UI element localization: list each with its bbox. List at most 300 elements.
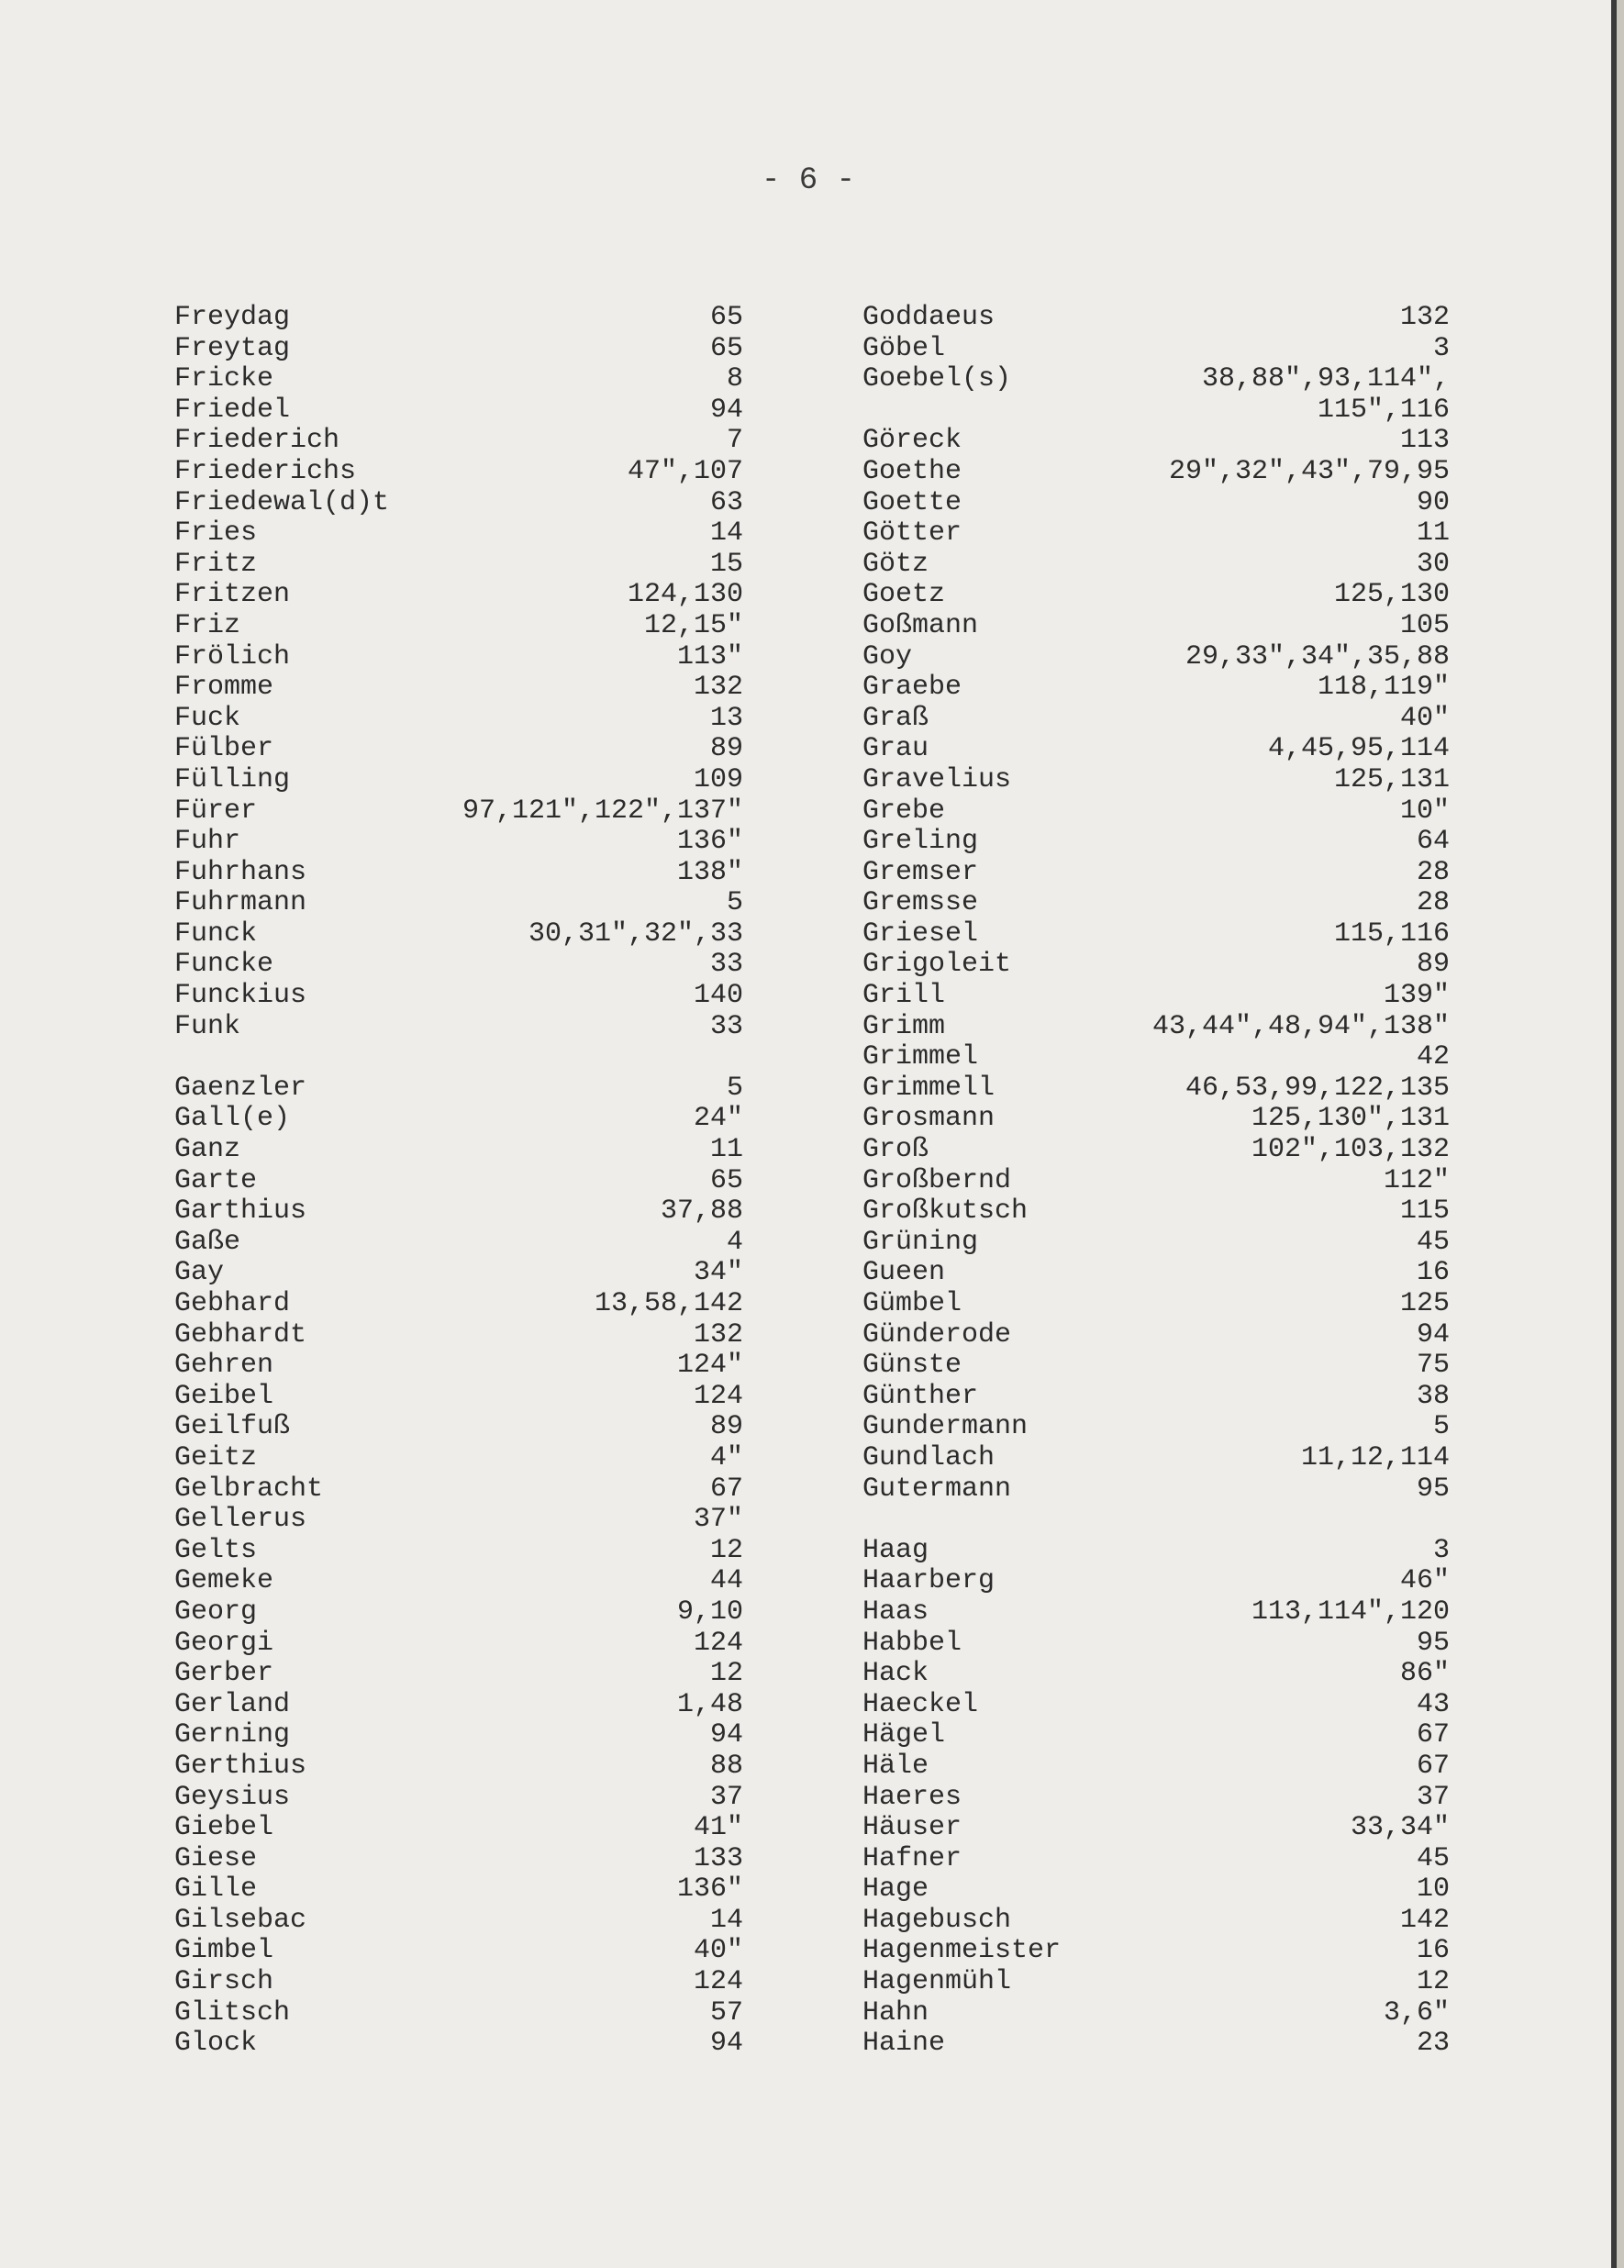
entry-page-refs: 115",116 (1317, 394, 1450, 426)
index-entry (862, 919, 1450, 951)
entry-name: Funk (174, 1010, 241, 1042)
entry-name: Friederichs (174, 455, 357, 487)
entry-page-refs: 16 (1416, 1257, 1450, 1289)
index-entry (174, 734, 743, 765)
index-entry (174, 611, 743, 642)
entry-page-refs: 94 (709, 2028, 743, 2060)
index-entry (174, 550, 743, 581)
index-entry (862, 1936, 1450, 1967)
entry-page-refs: 139" (1383, 980, 1450, 1012)
index-entry (174, 827, 743, 858)
index-entry (862, 1042, 1450, 1073)
index-entry (174, 1998, 743, 2029)
entry-name: Gaenzler (174, 1072, 307, 1104)
entry-page-refs: 125 (1399, 1288, 1450, 1319)
entry-page-refs: 14 (709, 1904, 743, 1936)
entry-name: Gilsebac (174, 1904, 307, 1936)
entry-page-refs: 67 (1416, 1719, 1450, 1751)
entry-page-refs: 8 (726, 363, 743, 395)
entry-name: Funckius (174, 980, 307, 1012)
entry-name: Friedel (174, 394, 291, 426)
entry-page-refs: 109 (693, 763, 743, 795)
entry-page-refs: 94 (1416, 1318, 1450, 1351)
entry-name: Gremsse (862, 887, 979, 919)
index-entry (862, 1720, 1450, 1751)
index-entry (174, 1196, 743, 1228)
entry-page-refs: 37" (693, 1504, 743, 1536)
index-entry (174, 1874, 743, 1906)
index-entry (862, 1906, 1450, 1937)
entry-page-refs: 102",103,132 (1251, 1134, 1450, 1166)
entry-name: Haeckel (862, 1688, 979, 1720)
entry-page-refs: 132 (1399, 302, 1450, 333)
entry-name: Geibel (174, 1380, 274, 1412)
entry-page-refs: 65 (709, 1164, 743, 1196)
entry-name: Georg (174, 1595, 258, 1628)
entry-name: Gremser (862, 856, 979, 888)
entry-name: Fricke (174, 363, 274, 395)
entry-name: Fuhr (174, 826, 241, 858)
entry-page-refs: 113" (676, 640, 743, 673)
entry-name: Friederich (174, 425, 340, 457)
index-entry (174, 1906, 743, 1937)
entry-page-refs: 28 (1416, 856, 1450, 888)
index-entry (862, 518, 1450, 550)
entry-name: Gerland (174, 1688, 291, 1720)
entry-page-refs: 67 (1416, 1750, 1450, 1782)
entry-page-refs: 24" (693, 1103, 743, 1135)
entry-page-refs: 15 (709, 548, 743, 580)
entry-name: Gille (174, 1873, 258, 1906)
entry-name: Götter (862, 517, 962, 550)
index-entry (174, 303, 743, 334)
entry-page-refs: 115,116 (1333, 917, 1450, 950)
index-entry (862, 2029, 1450, 2060)
index-entry (862, 858, 1450, 889)
entry-name: Greling (862, 826, 979, 858)
entry-page-refs: 38,88",93,114", (1201, 363, 1450, 395)
entry-page-refs: 118,119" (1317, 672, 1450, 704)
entry-page-refs: 46" (1399, 1565, 1450, 1597)
index-entry (862, 1536, 1450, 1567)
entry-page-refs: 5 (726, 1072, 743, 1104)
entry-page-refs: 65 (709, 302, 743, 333)
index-entry (862, 1073, 1450, 1105)
entry-page-refs: 138" (676, 856, 743, 888)
entry-page-refs: 125,130 (1333, 579, 1450, 611)
index-entry (174, 1844, 743, 1875)
entry-name: Grimm (862, 1010, 946, 1042)
index-entry (174, 1320, 743, 1351)
entry-name: Giese (174, 1842, 258, 1874)
entry-page-refs: 10" (1399, 795, 1450, 827)
entry-page-refs: 3,6" (1383, 1996, 1450, 2029)
entry-name: Grimmell (862, 1072, 996, 1104)
index-entry (174, 364, 743, 395)
entry-name: Griesel (862, 917, 979, 950)
entry-name: Grimmel (862, 1041, 979, 1073)
entry-page-refs: 45 (1416, 1842, 1450, 1874)
entry-name: Gravelius (862, 763, 1012, 795)
entry-page-refs: 14 (709, 517, 743, 550)
entry-name: Fürer (174, 795, 258, 827)
index-entry (862, 1228, 1450, 1259)
entry-name: Goethe (862, 455, 962, 487)
index-entry (862, 1412, 1450, 1443)
index-entry (174, 2029, 743, 2060)
index-entry (174, 888, 743, 919)
index-entry (862, 1443, 1450, 1474)
index-entry (862, 364, 1450, 395)
index-entry (174, 673, 743, 704)
entry-name: Hahn (862, 1996, 929, 2029)
entry-name: Fuhrhans (174, 856, 307, 888)
entry-name: Funck (174, 917, 258, 950)
entry-page-refs: 5 (1432, 1411, 1450, 1443)
entry-name: Grosmann (862, 1103, 996, 1135)
entry-name: Gerthius (174, 1750, 307, 1782)
index-entry (174, 704, 743, 735)
index-entry (862, 1659, 1450, 1690)
entry-page-refs: 88 (709, 1750, 743, 1782)
entry-name: Goddaeus (862, 302, 996, 333)
index-entry (174, 1751, 743, 1783)
entry-name: Fülber (174, 733, 274, 765)
entry-page-refs: 11,12,114 (1300, 1441, 1450, 1473)
entry-page-refs: 13,58,142 (594, 1288, 743, 1319)
index-entry (174, 1505, 743, 1536)
entry-page-refs: 29",32",43",79,95 (1168, 455, 1450, 487)
entry-name: Häuser (862, 1812, 962, 1844)
index-entry (862, 550, 1450, 581)
entry-name: Goetz (862, 579, 946, 611)
entry-page-refs: 10 (1416, 1873, 1450, 1906)
entry-name: Grill (862, 980, 946, 1012)
entry-name: Grigoleit (862, 949, 1012, 981)
entry-page-refs: 44 (709, 1565, 743, 1597)
index-entry (862, 1967, 1450, 1998)
entry-page-refs: 43 (1416, 1688, 1450, 1720)
entry-page-refs: 3 (1432, 332, 1450, 364)
entry-page-refs: 75 (1416, 1350, 1450, 1382)
index-entry (862, 1629, 1450, 1660)
entry-page-refs: 16 (1416, 1935, 1450, 1967)
entry-name: Hafner (862, 1842, 962, 1874)
index-entry (862, 1135, 1450, 1166)
entry-page-refs: 38 (1416, 1380, 1450, 1412)
entry-page-refs: 136" (676, 826, 743, 858)
entry-name: Fülling (174, 763, 291, 795)
entry-page-refs: 67 (709, 1473, 743, 1505)
entry-name: Gimbel (174, 1935, 274, 1967)
index-entry (174, 1474, 743, 1506)
entry-name: Goy (862, 640, 913, 673)
entry-name: Goßmann (862, 609, 979, 641)
entry-name: Girsch (174, 1966, 274, 1998)
entry-name: Hack (862, 1658, 929, 1690)
entry-page-refs: 46,53,99,122,135 (1185, 1072, 1450, 1104)
entry-name: Grau (862, 733, 929, 765)
index-entry (862, 981, 1450, 1012)
entry-name: Gemeke (174, 1565, 274, 1597)
entry-name: Gay (174, 1257, 225, 1289)
index-entry (174, 1412, 743, 1443)
entry-page-refs: 65 (709, 332, 743, 364)
entry-name: Hagenmeister (862, 1935, 1062, 1967)
index-entry (174, 765, 743, 796)
entry-page-refs: 33 (709, 949, 743, 981)
index-entry (174, 1166, 743, 1197)
entry-page-refs: 89 (709, 1411, 743, 1443)
entry-name: Gutermann (862, 1473, 1012, 1505)
entry-page-refs: 142 (1399, 1904, 1450, 1936)
entry-name: Glock (174, 2028, 258, 2060)
index-entry (174, 580, 743, 611)
entry-name: Großkutsch (862, 1195, 1029, 1228)
entry-name: Grebe (862, 795, 946, 827)
entry-name: Hagenmühl (862, 1966, 1012, 1998)
index-entry (862, 888, 1450, 919)
entry-name: Hagebusch (862, 1904, 1012, 1936)
entry-name: Günste (862, 1350, 962, 1382)
entry-page-refs: 4" (709, 1441, 743, 1473)
entry-page-refs: 5 (726, 887, 743, 919)
entry-name: Grüning (862, 1226, 979, 1258)
entry-page-refs: 112" (1383, 1164, 1450, 1196)
entry-page-refs: 57 (709, 1996, 743, 2029)
index-entry (174, 858, 743, 889)
entry-page-refs: 89 (709, 733, 743, 765)
entry-page-refs: 37 (709, 1781, 743, 1813)
entry-name: Freytag (174, 332, 291, 364)
entry-name: Goebel(s) (862, 363, 1012, 395)
entry-page-refs: 37,88 (660, 1195, 743, 1228)
entry-name: Friz (174, 609, 241, 641)
entry-page-refs: 90 (1416, 486, 1450, 518)
entry-page-refs: 47",107 (627, 455, 743, 487)
entry-page-refs: 3 (1432, 1534, 1450, 1566)
index-entry (174, 796, 743, 828)
entry-page-refs: 4,45,95,114 (1267, 733, 1450, 765)
index-entry (174, 1629, 743, 1660)
entry-page-refs: 7 (726, 425, 743, 457)
index-entry (862, 673, 1450, 704)
entry-page-refs: 94 (709, 394, 743, 426)
entry-name: Häle (862, 1750, 929, 1782)
entry-name: Haas (862, 1595, 929, 1628)
entry-name: Freydag (174, 302, 291, 333)
index-entry (862, 1166, 1450, 1197)
entry-page-refs: 40" (693, 1935, 743, 1967)
entry-page-refs: 13 (709, 702, 743, 734)
index-entry (862, 1289, 1450, 1320)
entry-page-refs: 89 (1416, 949, 1450, 981)
index-entry (174, 1690, 743, 1721)
index-entry (862, 334, 1450, 365)
entry-name: Fuck (174, 702, 241, 734)
index-entry (174, 457, 743, 488)
index-entry (862, 827, 1450, 858)
index-entry (862, 734, 1450, 765)
index-entry (862, 1874, 1450, 1906)
entry-page-refs: 124 (693, 1380, 743, 1412)
index-entry (174, 1597, 743, 1629)
entry-name: Graebe (862, 672, 962, 704)
index-entry (174, 1228, 743, 1259)
index-entry (174, 1104, 743, 1135)
entry-name: Hage (862, 1873, 929, 1906)
index-entry (862, 765, 1450, 796)
index-entry (862, 426, 1450, 457)
entry-page-refs: 11 (1416, 517, 1450, 550)
index-entry (174, 1135, 743, 1166)
entry-page-refs: 95 (1416, 1473, 1450, 1505)
entry-name: Gehren (174, 1350, 274, 1382)
index-entry (862, 1104, 1450, 1135)
entry-page-refs: 12,15" (643, 609, 743, 641)
entry-name: Götz (862, 548, 929, 580)
entry-name: Gellerus (174, 1504, 307, 1536)
index-entry (862, 796, 1450, 828)
entry-name: Gümbel (862, 1288, 962, 1319)
index-entry (862, 457, 1450, 488)
entry-name: Gerning (174, 1719, 291, 1751)
entry-page-refs: 132 (693, 1318, 743, 1351)
entry-page-refs: 125,131 (1333, 763, 1450, 795)
entry-name: Geysius (174, 1781, 291, 1813)
index-entry (174, 981, 743, 1012)
index-entry (174, 1783, 743, 1814)
index-entry (174, 1289, 743, 1320)
index-entry (862, 642, 1450, 673)
index-entry (862, 580, 1450, 611)
index-entry (862, 1012, 1450, 1043)
index-entry (862, 488, 1450, 519)
index-entry (174, 919, 743, 951)
entry-name: Fries (174, 517, 258, 550)
index-entry (174, 1813, 743, 1844)
entry-page-refs: 115 (1399, 1195, 1450, 1228)
entry-page-refs: 33,34" (1350, 1812, 1450, 1844)
index-entry (862, 950, 1450, 981)
index-entry (174, 426, 743, 457)
entry-page-refs: 124 (693, 1966, 743, 1998)
entry-name: Giebel (174, 1812, 274, 1844)
entry-page-refs: 30 (1416, 548, 1450, 580)
index-entry (174, 1351, 743, 1382)
index-entry (862, 1320, 1450, 1351)
entry-page-refs: 34" (693, 1257, 743, 1289)
entry-name: Gundermann (862, 1411, 1029, 1443)
entry-page-refs: 113,114",120 (1251, 1595, 1450, 1628)
entry-page-refs: 23 (1416, 2028, 1450, 2060)
entry-page-refs: 124" (676, 1350, 743, 1382)
page-number: - 6 - (761, 163, 856, 198)
entry-name: Gerber (174, 1658, 274, 1690)
entry-name: Garte (174, 1164, 258, 1196)
index-entry (862, 1690, 1450, 1721)
entry-page-refs: 40" (1399, 702, 1450, 734)
index-column-left (174, 303, 743, 2060)
entry-page-refs: 136" (676, 1873, 743, 1906)
entry-name: Gebhardt (174, 1318, 307, 1351)
index-entry (862, 1813, 1450, 1844)
entry-name: Friedewal(d)t (174, 486, 390, 518)
index-entry (174, 1382, 743, 1413)
entry-page-refs: 4 (726, 1226, 743, 1258)
entry-page-refs: 28 (1416, 887, 1450, 919)
entry-name: Gebhard (174, 1288, 291, 1319)
index-entry (174, 950, 743, 981)
entry-page-refs: 133 (693, 1842, 743, 1874)
entry-name: Geilfuß (174, 1411, 291, 1443)
index-entry (862, 1783, 1450, 1814)
index-entry (174, 395, 743, 427)
index-entry (174, 1659, 743, 1690)
index-entry (862, 1597, 1450, 1629)
index-entry (174, 1443, 743, 1474)
entry-page-refs: 42 (1416, 1041, 1450, 1073)
index-entry (862, 1751, 1450, 1783)
entry-name: Fritzen (174, 579, 291, 611)
entry-page-refs: 86" (1399, 1658, 1450, 1690)
index-column-right (862, 303, 1450, 2060)
entry-name: Ganz (174, 1134, 241, 1166)
entry-page-refs: 12 (1416, 1966, 1450, 1998)
entry-name: Günderode (862, 1318, 1012, 1351)
entry-name: Gundlach (862, 1441, 996, 1473)
index-entry (174, 1073, 743, 1105)
entry-page-refs: 94 (709, 1719, 743, 1751)
entry-name: Haarberg (862, 1565, 996, 1597)
entry-page-refs: 140 (693, 980, 743, 1012)
index-entry (174, 334, 743, 365)
entry-name: Groß (862, 1134, 929, 1166)
entry-name: Garthius (174, 1195, 307, 1228)
entry-name: Haag (862, 1534, 929, 1566)
entry-name: Gelts (174, 1534, 258, 1566)
entry-name: Graß (862, 702, 929, 734)
entry-page-refs: 97,121",122",137" (462, 795, 743, 827)
entry-page-refs: 132 (693, 672, 743, 704)
entry-name: Fromme (174, 672, 274, 704)
entry-page-refs: 113 (1399, 425, 1450, 457)
section-gap (174, 1042, 743, 1073)
entry-page-refs: 124,130 (627, 579, 743, 611)
entry-page-refs: 12 (709, 1534, 743, 1566)
entry-page-refs: 30,31",32",33 (528, 917, 743, 950)
entry-name: Großbernd (862, 1164, 1012, 1196)
entry-page-refs: 125,130",131 (1251, 1103, 1450, 1135)
entry-name: Gelbracht (174, 1473, 324, 1505)
entry-page-refs: 105 (1399, 609, 1450, 641)
index-entry (862, 1998, 1450, 2029)
entry-page-refs: 63 (709, 486, 743, 518)
index-entry (174, 1258, 743, 1289)
entry-page-refs: 12 (709, 1658, 743, 1690)
index-entry (862, 1566, 1450, 1597)
entry-name: Gueen (862, 1257, 946, 1289)
entry-name: Haine (862, 2028, 946, 2060)
entry-name: Haeres (862, 1781, 962, 1813)
index-entry (174, 1936, 743, 1967)
entry-name: Göbel (862, 332, 946, 364)
entry-name: Glitsch (174, 1996, 291, 2029)
entry-name: Georgi (174, 1627, 274, 1659)
index-entry (174, 1566, 743, 1597)
entry-page-refs: 33 (709, 1010, 743, 1042)
index-entry (862, 1844, 1450, 1875)
